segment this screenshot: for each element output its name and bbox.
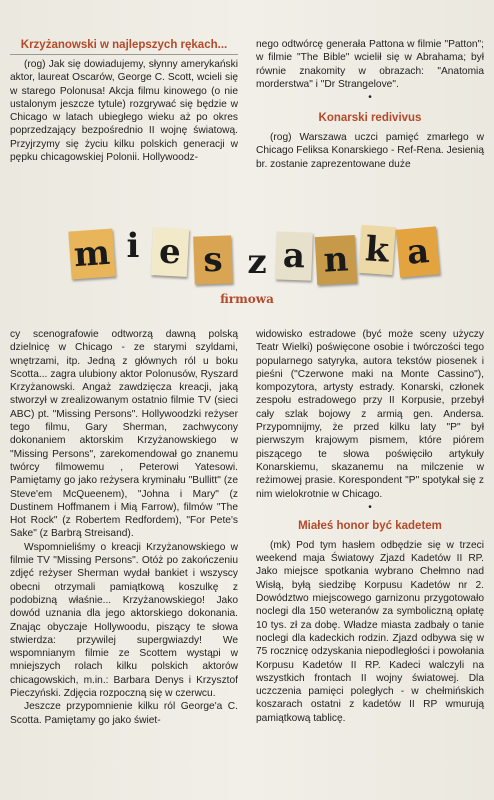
article-krzyzanowski-top xyxy=(10,38,238,164)
banner-subtitle: firmowa xyxy=(220,292,274,306)
article-paragraph: (mk) Pod tym hasłem odbędzie się w trzeci weekend maja Światowy Zjazd Kadetów II RP. Jako miejsce spotkania wybrano Chełmno nad Wisłą, byłą siedzibę Korpusu Kadetów nr 2. Dowództwo miejscowego garnizonu przygotowało noclegi dla 150 weteranów za symboliczną opłatę 10 tys. zł za dobę. Władze miasta zadbały o tanie noclegi dla kadeckich rodzin. Zjazd odbywa się w 75 rocznicę odzyskania niepodległości i powołania Korpusu Kadetów II RP. Kadeci walczyli na wszystkich frontach II wojny światowej. Dla uczczenia pamięci poległych - w chełmińskich koszarach ostatni z kadetów II RP wmurują pamiątkową tablicę. xyxy=(256,539,484,724)
article-paragraph: Jeszcze przypomnienie kilku ról George'a C. Scotta. Pamiętamy go jako świet- xyxy=(10,701,238,726)
article-heading: Miałeś honor być kadetem xyxy=(298,519,442,532)
article-heading: Konarski redivivus xyxy=(318,112,422,125)
article-paragraph: (rog) Jak się dowiadujemy, słynny amerykański aktor, laureat Oscarów, George C. Scott, wcieli się w starego Polonusa! Akcja filmu kinowego (o nie ustalonym jeszcze tytule) rozgrywać się będzie w Chicago w latach ubiegłego wieku aż po okres poprzedzający bezpośrednio II wojnę światową. Przyjrzymy się życiu kilku polskich generacji w pępku chicagowskiej Polonii. Hollywoodz- xyxy=(10,59,238,164)
article-krzyzanowski-continued xyxy=(10,328,238,727)
article-konarski-continued xyxy=(256,328,484,725)
banner-letter-tile: n xyxy=(315,235,357,285)
banner-letter-tile: a xyxy=(275,231,313,280)
banner-letter-tile: a xyxy=(396,226,440,277)
banner-letter-tile: k xyxy=(358,225,395,275)
banner-letter-tile: i xyxy=(126,226,140,266)
bullet-separator: • xyxy=(368,501,372,513)
bullet-separator: • xyxy=(368,92,372,104)
article-konarski-top xyxy=(256,38,484,171)
article-heading: Krzyżanowski w najlepszych rękach... xyxy=(20,39,228,51)
article-paragraph: Wspomnieliśmy o kreacji Krzyżanowskiego w filmie TV "Missing Persons". Otóż po zakończeniu zdjęć reżyser Sherman wydał bankiet i wszyscy obecni otrzymali pamiątkową koszulkę z podobizną właśnie... Krzyżanowskiego! Jako dowód uznania dla jego aktorskiego dokonania. Znając obyczaje Hollywoodu, piszący te słowa stwierdza: przywilej supergwiazdy! We wspomnianym filmie ze Scottem wystąpi w mniejszych rolach kilku polskich aktorów chicagowskich, m.in.: Barbara Denys i Krzysztof Pieczyński. Zdjęcia rozpoczną się w czerwcu. xyxy=(10,541,238,700)
banner-letter-tile: s xyxy=(193,235,233,284)
article-paragraph: widowisko estradowe (być może sceny użyczy Teatr Wielki) poświęcone osobie i twórczości tego popularnego satyryka, autora tekstów piosenek i pieśni ("Czerwone maki na Monte Cassino"), kompozytora, artysty estrady. Konarski, członek zespołu estradowego przy II Korpusie, przebył cały szlak bojowy z armią gen. Andersa. Przypomnijmy, że przed kilku laty "P" był pierwszym krajowym pismem, które piórem piszącego te słowa poświęciło artykuły Konarskiemu, skazanemu na milczenie w reżimowej prasie. Korespondent "P" spotykał się z nim wielokrotnie w Chicago. xyxy=(256,329,484,500)
mieszanka-banner xyxy=(60,218,440,290)
banner-letter-tile: m xyxy=(68,229,115,280)
banner-letter-tile: z xyxy=(247,242,267,282)
banner-letter-tile: e xyxy=(151,227,189,277)
article-paragraph: cy scenografowie odtworzą dawną polską dzielnicę w Chicago - ze starymi szyldami, wnętrzami, itp. Jedną z głównych ról u boku Scotta... zagra ulubiony aktor Polonusów, Ryszard Krzyżanowski. Angaż zawdzięcza kreacji, jaką stworzył w zrealizowanym ostatnio filmie TV (sieci ABC) pt. "Missing Persons". Hollywoodzki reżyser tego filmu, Gary Sherman, zachwycony dokonaniem aktorskim Krzyżanowskiego w "Missing Persons", zarekomendował go znanemu twórcy filmowemu , Peterowi Yatesowi. Pamiętamy go jako reżysera kryminału "Bullitt" (ze Steve'em McQueenem), "Johna i Mary" (z Dustinem Hoffmanem i Mią Farrow), filmów "The Hot Rock" (z Robertem Redfordem), "For Pete's Sake" (z Barbrą Streisand). xyxy=(10,329,238,540)
divider xyxy=(10,54,238,55)
article-paragraph: (rog) Warszawa uczci pamięć zmarłego w Chicago Feliksa Konarskiego - Ref-Rena. Jesienią br. zostanie zaprezentowane duże xyxy=(256,132,484,170)
article-paragraph: nego odtwórcę generała Pattona w filmie "Patton"; w filmie "The Bible" wcielił się w Abrahama; był równie znakomity w obrazach: "Anatomia morderstwa" i "Dr Strangelove". xyxy=(256,39,484,90)
